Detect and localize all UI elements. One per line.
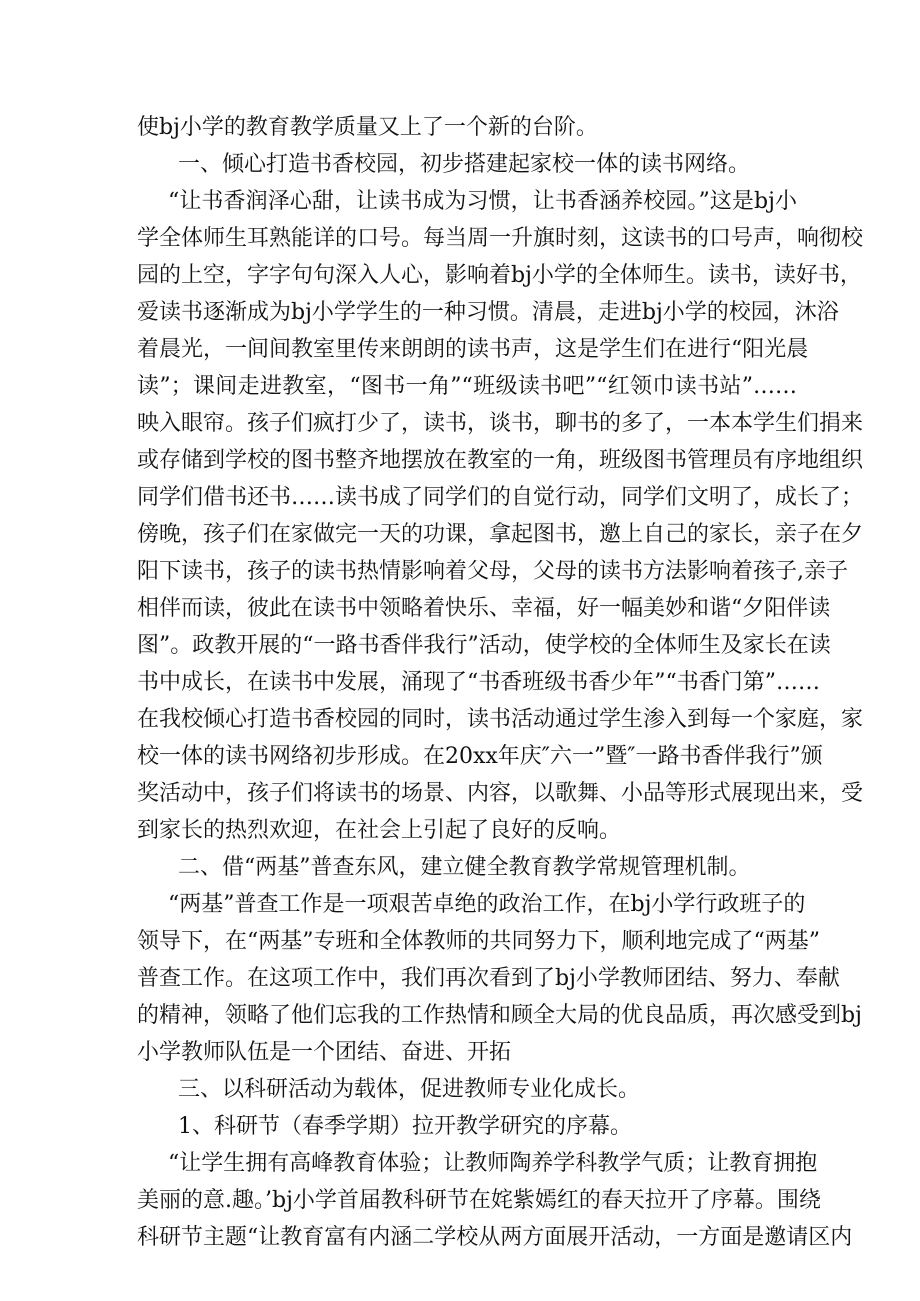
- text-line: 傍晚，孩子们在家做完一天的功课，拿起图书，邀上自己的家长，亲子在夕: [137, 522, 864, 547]
- text-line: 爱读书逐渐成为bj小学学生的一种习惯。清晨，走进bj小学的校园，沐浴: [137, 300, 839, 325]
- text-line: “两基”普查工作是一项艰苦卓绝的政治工作，在bj小学行政班子的: [168, 892, 806, 917]
- text-line: 美丽的意.趣。’bj小学首届教科研节在姹紫嫣红的春天拉开了序幕。围绕: [137, 1188, 821, 1213]
- text-line: 图”。政教开展的“一路书香伴我行”活动，使学校的全体师生及家长在读: [137, 633, 831, 658]
- text-line: 学全体师生耳熟能详的口号。每当周一升旗时刻，这读书的口号声，响彻校: [137, 226, 864, 251]
- section-heading: 二、借“两基”普查东风，建立健全教育教学常规管理机制。: [178, 855, 751, 880]
- subsection-heading: 1、科研节（春季学期）拉开教学研究的序幕。: [178, 1114, 632, 1139]
- text-line: 相伴而读，彼此在读书中领略着快乐、幸福，好一幅美妙和谐“夕阳伴读: [137, 596, 831, 621]
- text-line: 同学们借书还书……读书成了同学们的自觉行动，同学们文明了，成长了；: [137, 485, 864, 510]
- text-line: 在我校倾心打造书香校园的同时，读书活动通过学生渗入到每一个家庭，家: [137, 707, 864, 732]
- text-line: 使bj小学的教育教学质量又上了一个新的台阶。: [137, 115, 598, 140]
- text-line: “让书香润泽心甜，让读书成为习惯，让书香涵养校园。”这是bj小: [168, 189, 797, 214]
- text-line: 普查工作。在这项工作中，我们再次看到了bj小学教师团结、努力、奉献: [137, 966, 840, 991]
- text-line: 的精神，领略了他们忘我的工作热情和顾全大局的优良品质，再次感受到bj: [137, 1003, 862, 1028]
- text-line: 映入眼帘。孩子们疯打少了，读书，谈书，聊书的多了，一本本学生们捐来: [137, 411, 864, 436]
- text-line: 或存储到学校的图书整齐地摆放在教室的一角，班级图书管理员有序地组织: [137, 448, 864, 473]
- section-heading: 三、以科研活动为载体，促进教师专业化成长。: [178, 1077, 641, 1102]
- text-line: 读”；课间走进教室，“图书一角”“班级读书吧”“红领巾读书站”……: [137, 374, 797, 399]
- text-line: 园的上空，字字句句深入人心，影响着bj小学的全体师生。读书，读好书，: [137, 263, 862, 288]
- text-line: 奖活动中，孩子们将读书的场景、内容，以歌舞、小品等形式展现出来，受: [137, 781, 864, 806]
- text-line: 阳下读书，孩子的读书热情影响着父母，父母的读书方法影响着孩子,亲子: [137, 559, 848, 584]
- text-line: 到家长的热烈欢迎，在社会上引起了良好的反响。: [137, 818, 622, 843]
- text-line: 小学教师队伍是一个团结、奋进、开拓: [137, 1040, 512, 1065]
- text-line: 领导下，在“两基”专班和全体教师的共同努力下，顺利地完成了“两基”: [137, 929, 820, 954]
- text-line: “让学生拥有高峰教育体验；让教师陶养学科教学气质；让教育拥抱: [168, 1151, 818, 1176]
- section-heading: 一、倾心打造书香校园，初步搭建起家校一体的读书网络。: [178, 152, 751, 177]
- text-line: 着晨光，一间间教室里传来朗朗的读书声，这是学生们在进行“阳光晨: [137, 337, 809, 362]
- text-line: 科研节主题“让教育富有内涵二学校从两方面展开活动，一方面是邀请区内: [137, 1225, 853, 1250]
- text-line: 书中成长，在读书中发展，涌现了“书香班级书香少年”“书香门第”……: [137, 670, 820, 695]
- text-line: 校一体的读书网络初步形成。在20xx年庆″六一”暨″一路书香伴我行”颁: [137, 744, 823, 769]
